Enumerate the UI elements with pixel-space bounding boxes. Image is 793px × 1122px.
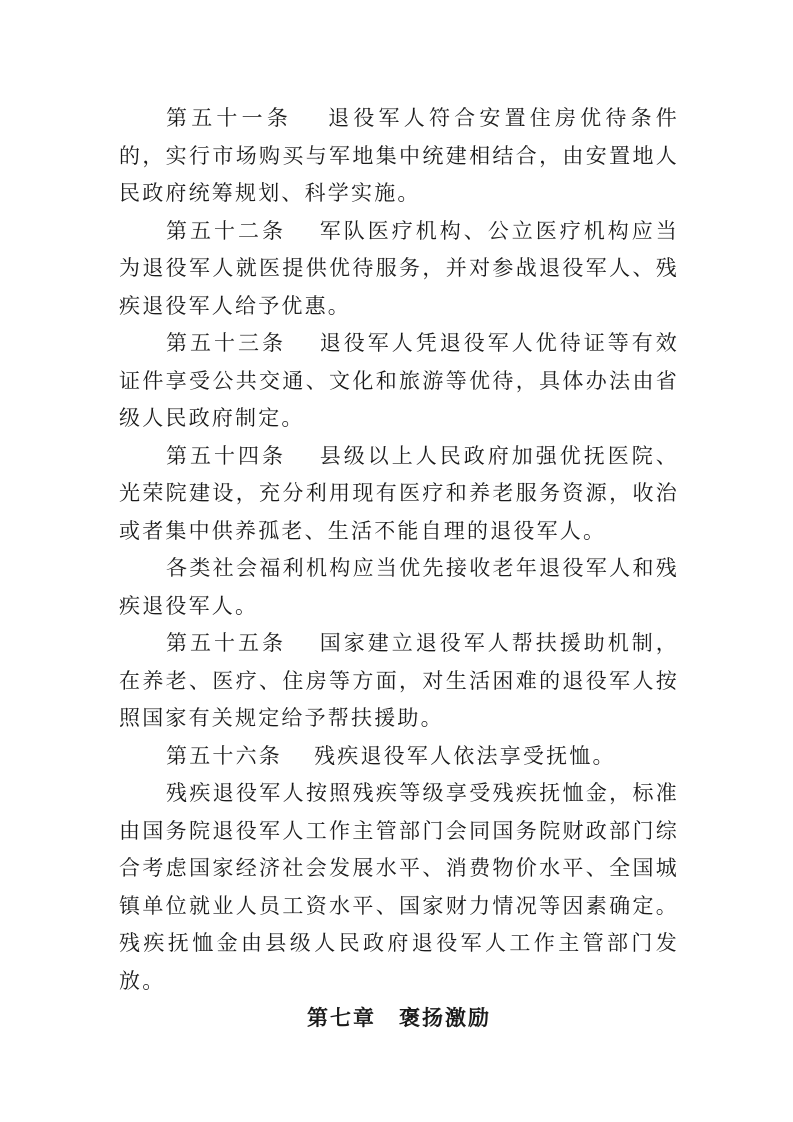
article-text: 县级以上人民政府加强优抚医院、光荣院建设，充分利用现有医疗和养老服务资源，收治或者集中供养孤老、生活不能自理的退役军人。 xyxy=(119,443,679,543)
article-53-paragraph xyxy=(119,325,679,438)
article-number: 第五十一条 xyxy=(166,106,293,130)
article-gap xyxy=(286,631,320,655)
article-gap xyxy=(286,444,320,468)
article-gap xyxy=(286,219,320,243)
article-number: 第五十五条 xyxy=(166,631,287,655)
article-56-paragraph xyxy=(119,738,679,776)
article-54-continuation-paragraph xyxy=(119,550,679,625)
document-page xyxy=(119,100,679,1038)
paragraph-text: 残疾退役军人按照残疾等级享受残疾抚恤金，标准由国务院退役军人工作主管部门会同国务院财政部门综合考虑国家经济社会发展水平、消费物价水平、全国城镇单位就业人员工资水平、国家财力情况等因素确定。残疾抚恤金由县级人民政府退役军人工作主管部门发放。 xyxy=(119,781,679,993)
article-text: 残疾退役军人依法享受抚恤。 xyxy=(314,743,616,768)
article-56-continuation-paragraph xyxy=(119,775,679,1000)
article-51-paragraph xyxy=(119,100,679,213)
article-gap xyxy=(286,331,320,355)
article-text: 退役军人符合安置住房优待条件的，实行市场购买与军地集中统建相结合，由安置地人民政府统筹规划、科学实施。 xyxy=(119,106,679,205)
chapter-heading: 第七章 褒扬激励 xyxy=(307,1006,491,1030)
article-55-paragraph xyxy=(119,625,679,738)
article-text: 退役军人凭退役军人优待证等有效证件享受公共交通、文化和旅游等优待，具体办法由省级人民政府制定。 xyxy=(119,331,679,430)
article-gap xyxy=(292,106,328,130)
article-52-paragraph xyxy=(119,213,679,326)
article-number: 第五十四条 xyxy=(166,443,287,468)
paragraph-text: 各类社会福利机构应当优先接收老年退役军人和残疾退役军人。 xyxy=(119,556,679,618)
article-number: 第五十六条 xyxy=(166,743,282,768)
article-number: 第五十二条 xyxy=(166,218,287,243)
article-gap xyxy=(282,744,314,768)
article-text: 军队医疗机构、公立医疗机构应当为退役军人就医提供优待服务，并对参战退役军人、残疾退役军人给予优惠。 xyxy=(119,218,679,318)
article-number: 第五十三条 xyxy=(166,331,287,355)
article-text: 国家建立退役军人帮扶援助机制，在养老、医疗、住房等方面，对生活困难的退役军人按照国家有关规定给予帮扶援助。 xyxy=(119,631,679,730)
article-54-paragraph xyxy=(119,438,679,551)
